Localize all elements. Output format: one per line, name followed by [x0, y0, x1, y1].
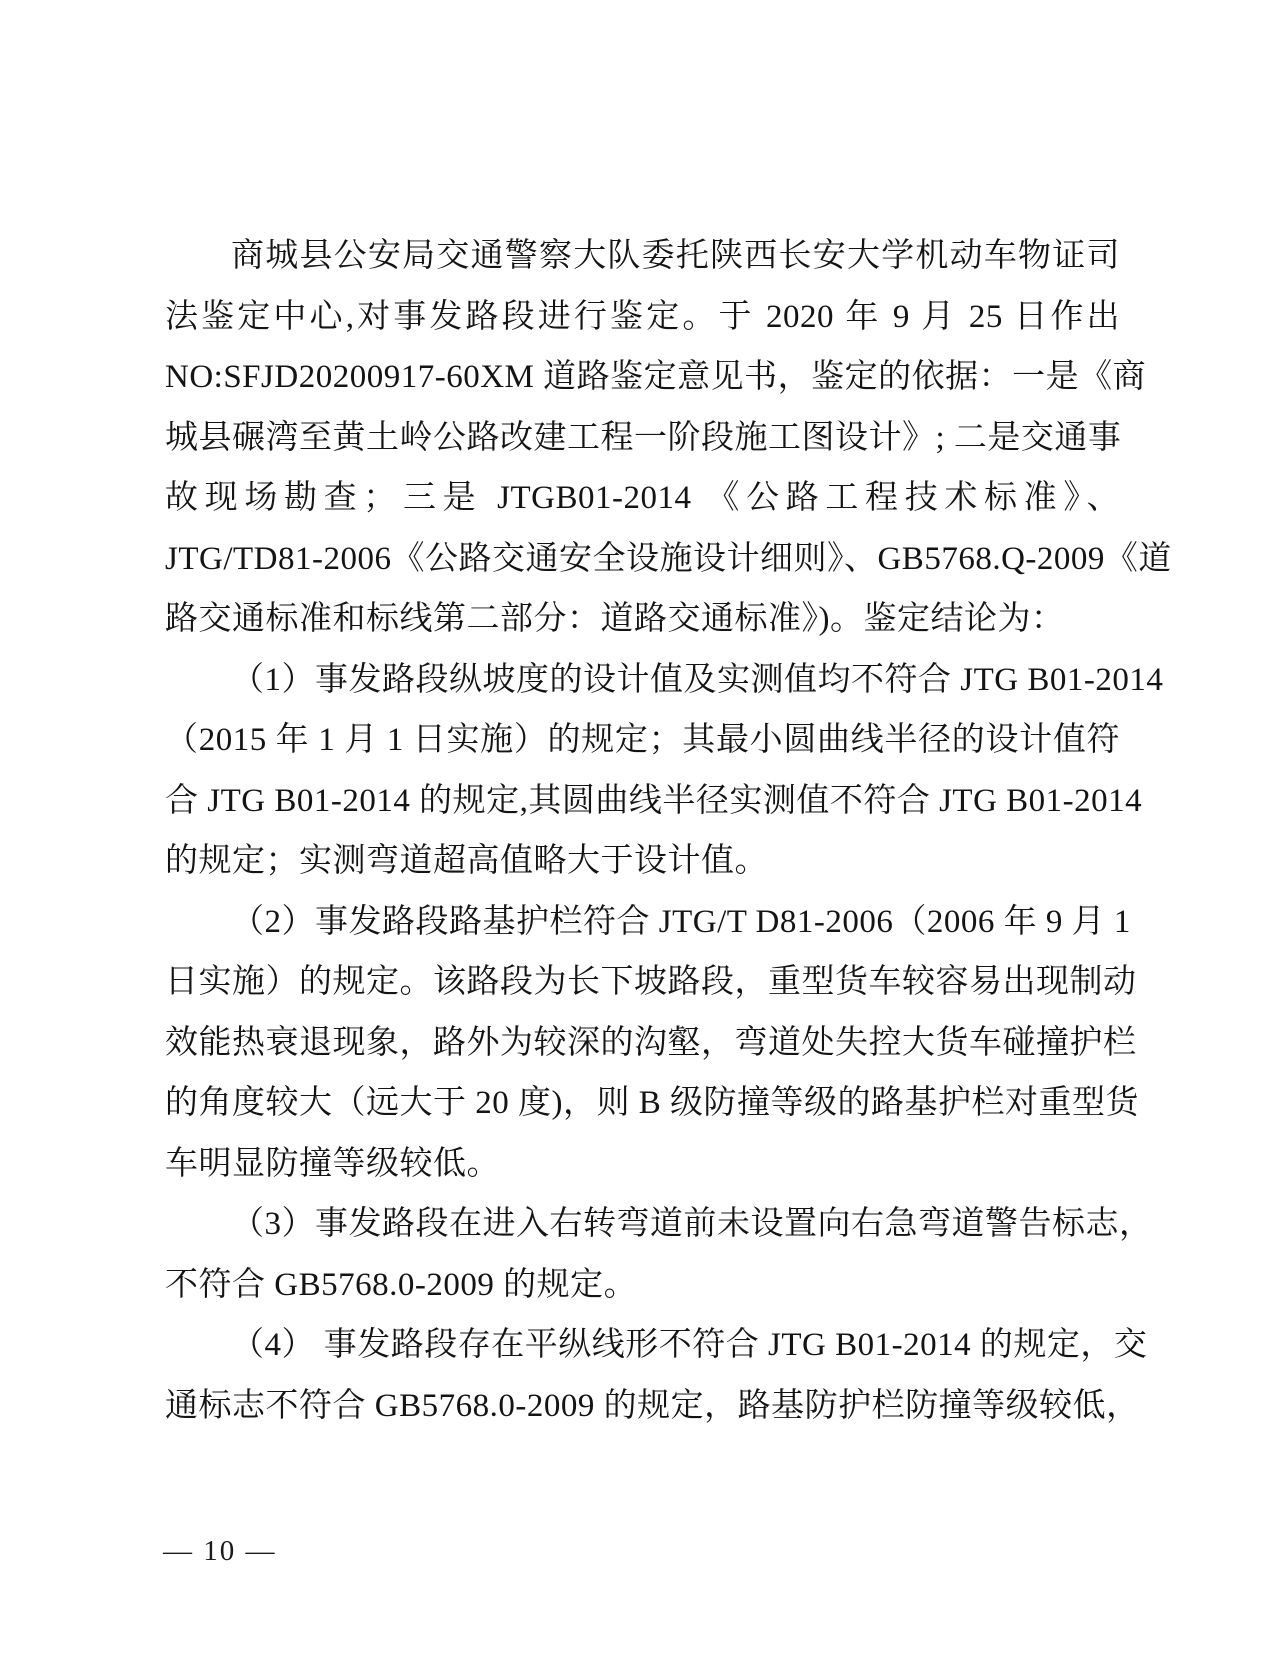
paragraph-line: 合 JTG B01-2014 的规定,其圆曲线半径实测值不符合 JTG B01-2014: [165, 782, 1143, 819]
paragraph-line: 通标志不符合 GB5768.0-2009 的规定，路基防护栏防撞等级较低，: [165, 1387, 1140, 1424]
paragraph-line: 效能热衰退现象，路外为较深的沟壑，弯道处失控大货车碰撞护栏: [165, 1024, 1137, 1061]
paragraph-line: 路交通标准和标线第二部分：道路交通标准》)。鉴定结论为：: [165, 601, 1065, 637]
paragraph-line: （1）事发路段纵坡度的设计值及实测值均不符合 JTG B01-2014: [231, 661, 1164, 698]
paragraph-line: 的规定；实测弯道超高值略大于设计值。: [165, 843, 768, 879]
document-body: [165, 226, 1172, 1436]
paragraph-line: 不符合 GB5768.0-2009 的规定。: [165, 1266, 638, 1303]
paragraph-line: 故现场勘查；三是 JTGB01-2014 《公路工程技术标准》、: [165, 480, 1120, 516]
paragraph-line: JTG/TD81-2006《公路交通安全设施设计细则》、GB5768.Q-2009《道: [165, 540, 1172, 577]
paragraph-line: （4） 事发路段存在平纵线形不符合 JTG B01-2014 的规定，交: [231, 1327, 1148, 1363]
paragraph-line: （3）事发路段在进入右转弯道前未设置向右急弯道警告标志，: [231, 1206, 1153, 1242]
paragraph-line: （2015 年 1 月 1 日实施）的规定；其最小圆曲线半径的设计值符: [165, 722, 1120, 758]
paragraph-line: 城县碾湾至黄土岭公路改建工程一阶段施工图设计》; 二是交通事: [165, 419, 1122, 456]
paragraph-line: 的角度较大（远大于 20 度)，则 B 级防撞等级的路基护栏对重型货: [165, 1085, 1139, 1121]
page-number: — 10 —: [163, 1535, 277, 1567]
paragraph-line: 日实施）的规定。该路段为长下坡路段，重型货车较容易出现制动: [165, 964, 1137, 1000]
paragraph-line: 法鉴定中心,对事发路段进行鉴定。于 2020 年 9 月 25 日作出: [165, 298, 1120, 335]
paragraph-line: 车明显防撞等级较低。: [165, 1145, 500, 1182]
paragraph-line: NO:SFJD20200917-60XM 道路鉴定意见书，鉴定的依据：一是《商: [165, 359, 1147, 395]
paragraph-line: 商城县公安局交通警察大队委托陕西长安大学机动车物证司: [231, 238, 1120, 274]
paragraph-line: （2）事发路段路基护栏符合 JTG/T D81-2006（2006 年 9 月 1: [231, 903, 1131, 940]
